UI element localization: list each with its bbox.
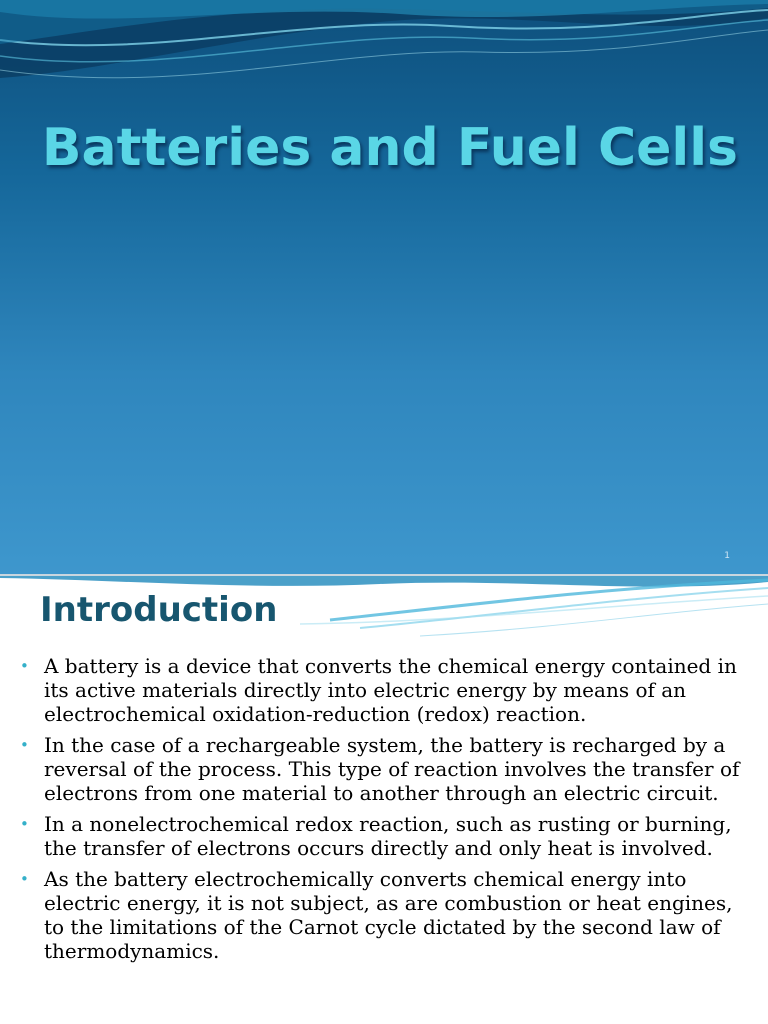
list-item — [20, 654, 748, 726]
bullet-icon: • — [20, 815, 29, 833]
bullet-list — [20, 654, 748, 970]
slide-number: 1 — [724, 551, 730, 561]
slide-title: Batteries and Fuel Cells — [41, 118, 738, 178]
list-item — [20, 733, 748, 805]
bullet-text: A battery is a device that converts the chemical energy contained in its active materials directly into electric energy by means of an electrochemical oxidation-reduction (redox) reaction. — [44, 654, 737, 726]
introduction-slide — [0, 576, 768, 1024]
list-item — [20, 812, 748, 860]
bullet-icon: • — [20, 736, 29, 754]
bullet-icon: • — [20, 657, 29, 675]
list-item — [20, 867, 748, 963]
bullet-icon: • — [20, 870, 29, 888]
wave-decoration — [0, 0, 768, 110]
bullet-text: As the battery electrochemically converts chemical energy into electric energy, it is not subject, as are combustion or heat engines, to the limitations of the Carnot cycle dictated by the second law of thermodynamics. — [44, 867, 733, 963]
bullet-text: In the case of a rechargeable system, the battery is recharged by a reversal of the process. This type of reaction involves the transfer of electrons from one material to another through an electric circuit. — [44, 733, 740, 805]
bullet-text: In a nonelectrochemical redox reaction, such as rusting or burning, the transfer of electrons occurs directly and only heat is involved. — [44, 812, 732, 860]
slide-title: Introduction — [40, 590, 278, 630]
